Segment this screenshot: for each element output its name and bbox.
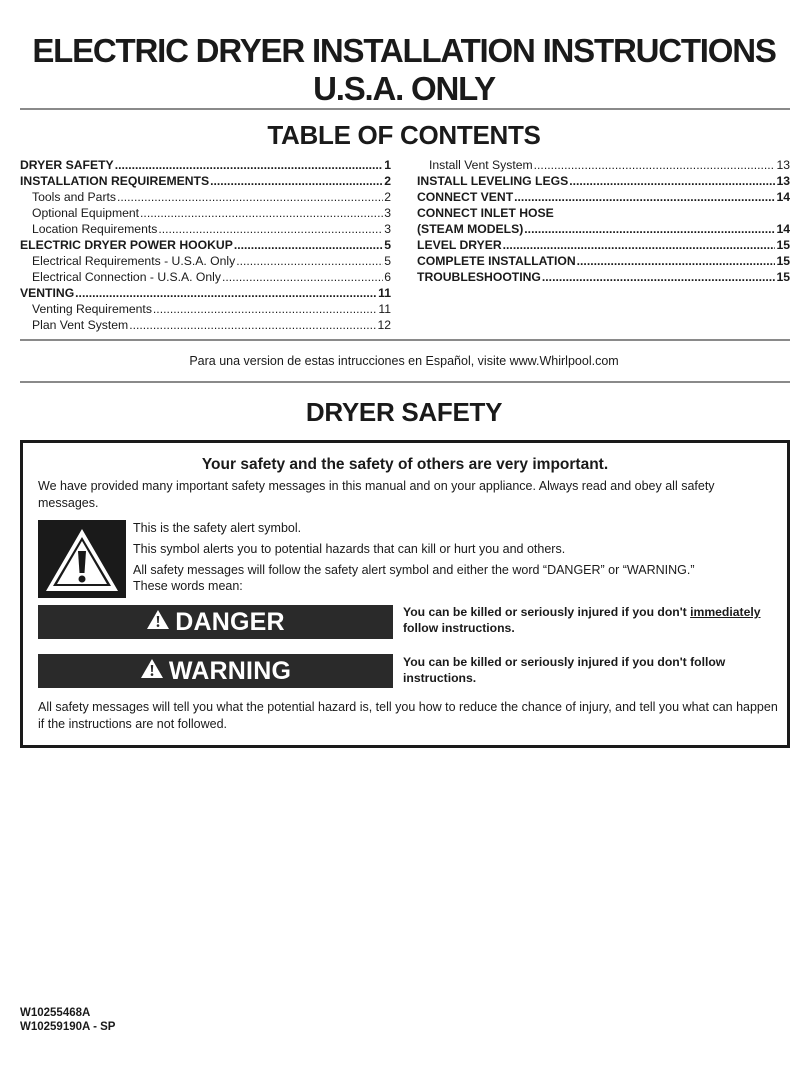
toc-entry-level-dryer[interactable]: LEVEL DRYER ..... 15 — [417, 237, 790, 253]
alert-line-1: This is the safety alert symbol. — [133, 521, 302, 535]
toc-entry-venting[interactable]: VENTING ..... 11 — [20, 285, 391, 301]
toc-entry-location-requirements[interactable]: Location Requirements ..... 3 — [20, 221, 391, 237]
warning-description: You can be killed or seriously injured if you don't follow instructions. — [403, 655, 726, 685]
safety-box — [20, 440, 790, 748]
title-line-2: U.S.A. ONLY — [313, 70, 495, 107]
part-numbers — [20, 1006, 115, 1034]
toc-left-column — [20, 157, 391, 333]
part-number-1: W10255468A — [20, 1007, 91, 1019]
danger-description: You can be killed or seriously injured if you don't immediately follow instructions. — [403, 605, 761, 635]
alert-line-3: All safety messages will follow the safety alert symbol and either the word “DANGER” or “WARNING.” — [133, 563, 695, 577]
safety-headline: Your safety and the safety of others are very important. — [201, 456, 609, 473]
dryer-safety-heading: DRYER SAFETY — [305, 397, 503, 427]
toc-entry-install-leveling-legs[interactable]: INSTALL LEVELING LEGS ..... 13 — [417, 173, 790, 189]
alert-line-2: This symbol alerts you to potential hazards that can kill or hurt you and others. — [133, 542, 566, 556]
toc-entry-venting-requirements[interactable]: Venting Requirements ..... 11 — [20, 301, 391, 317]
warning-word: WARNING — [168, 656, 292, 685]
divider — [20, 108, 790, 110]
toc-entry-complete-installation[interactable]: COMPLETE INSTALLATION ..... 15 — [417, 253, 790, 269]
toc-entry-dryer-safety[interactable]: DRYER SAFETY ..... 1 — [20, 157, 391, 173]
toc-entry-install-vent-system[interactable]: Install Vent System ..... 13 — [417, 157, 790, 173]
toc-entry-electrical-requirements[interactable]: Electrical Requirements - U.S.A. Only ..... 5 — [20, 253, 391, 269]
toc-entry-electrical-connection[interactable]: Electrical Connection - U.S.A. Only ..... 6 — [20, 269, 391, 285]
divider — [20, 339, 790, 341]
toc-entry-power-hookup[interactable]: ELECTRIC DRYER POWER HOOKUP ..... 5 — [20, 237, 391, 253]
document-title — [0, 32, 808, 108]
toc-entry-connect-vent[interactable]: CONNECT VENT ..... 14 — [417, 189, 790, 205]
toc-entry-optional-equipment[interactable]: Optional Equipment ..... 3 — [20, 205, 391, 221]
toc-entry-installation-requirements[interactable]: INSTALLATION REQUIREMENTS ..... 2 — [20, 173, 391, 189]
toc-entry-plan-vent-system[interactable]: Plan Vent System ..... 12 — [20, 317, 391, 333]
warning-triangle-icon — [140, 657, 164, 686]
part-number-2: W10259190A - SP — [20, 1021, 116, 1033]
toc-right-column — [417, 157, 790, 285]
toc-entry-connect-inlet-hose[interactable]: CONNECT INLET HOSE (STEAM MODELS) ..... 14 — [417, 205, 790, 237]
toc-entry-tools-and-parts[interactable]: Tools and Parts ..... 2 — [20, 189, 391, 205]
toc-entry-troubleshooting[interactable]: TROUBLESHOOTING ..... 15 — [417, 269, 790, 285]
safety-closing: All safety messages will tell you what the potential hazard is, tell you how to reduce the chance of injury, and tell you what can happen if the instructions are not followed. — [38, 700, 778, 731]
title-line-1: ELECTRIC DRYER INSTALLATION INSTRUCTIONS — [32, 32, 776, 69]
safety-intro: We have provided many important safety messages in this manual and on your appliance. Always read and obey all safety messages. — [38, 479, 715, 510]
danger-word: DANGER — [175, 607, 285, 636]
warning-triangle-icon — [38, 520, 126, 598]
alert-line-4: These words mean: — [133, 579, 243, 593]
danger-signal-bar — [38, 605, 393, 639]
warning-triangle-icon — [146, 608, 170, 637]
warning-signal-bar — [38, 654, 393, 688]
spanish-version-note: Para una version de estas intrucciones en Español, visite www.Whirlpool.com — [189, 354, 619, 368]
toc-heading: TABLE OF CONTENTS — [267, 120, 541, 150]
divider — [20, 381, 790, 383]
